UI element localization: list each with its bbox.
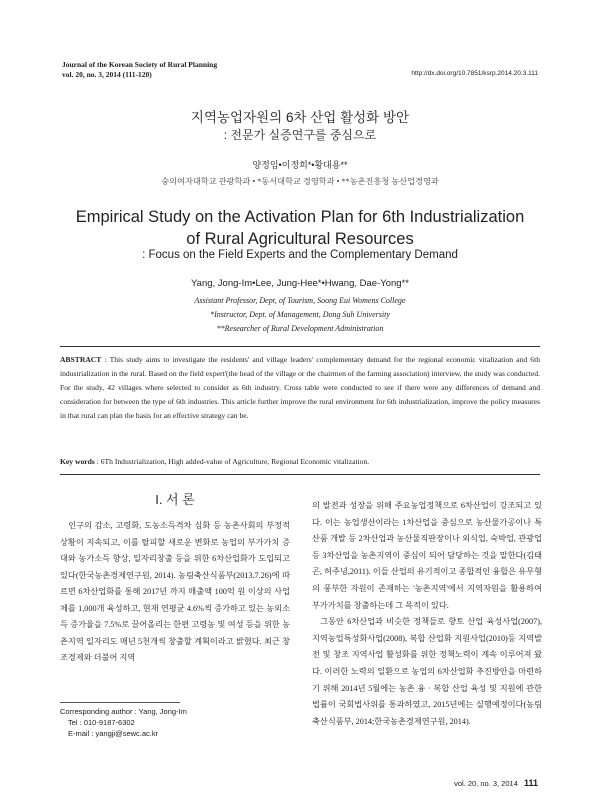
abstract-top-rule [60, 346, 540, 347]
affiliation-3: **Researcher of Rural Development Administration [216, 324, 384, 333]
korean-authors: 양정임•이정희*•황대용** [252, 160, 348, 170]
body-paragraph: 의 발전과 성장을 위해 주요농업정책으로 6차산업이 강조되고 있다. 이는 농업생산이라는 1차산업을 중심으로 농산물가공이나 특산품 개발 등 2차산업과 농산물직판장이나 외식업, 숙박업, 관광업 등 3차산업을 농촌지역이 중심이 되어 담당하는 것을 말한다(김태곤, 허주녕,2011). 이들 산업의 유기적이고 종합적인 융합은 유무형의 풍부한 자원이 존재하는 '농촌지역'에서 지역자원을 활용하여 부가가치를 창출하는데 그 목적이 있다. [312, 501, 542, 610]
keywords-label: Key words [60, 457, 95, 466]
left-column [60, 518, 290, 667]
english-title [0, 206, 600, 250]
abstract-bottom-rule [60, 474, 540, 475]
footnote [60, 706, 300, 739]
body-paragraph: 그동안 6차산업과 비슷한 정책들로 향토 산업 육성사업(2007), 지역농업특성화사업(2008), 복합 산업화 지원사업(2010)등 지역발전 및 창조 지역사업 활성화를 위한 정책노력이 계속 이루어져 왔다. 이러한 노력의 일환으로 농업의 6차산업화 추진방안을 마련하기 위해 2014년 5월에는 농촌 융 · 복합 산업 육성 및 지원에 관한 법률이 국회법사위를 통과하였고, 2015년에는 실행예정이다(농림축산식품부, 2014;한국농촌경제연구원, 2014). [312, 617, 542, 726]
abstract [60, 353, 540, 423]
right-column [312, 498, 542, 730]
english-title-line2: of Rural Agricultural Resources [186, 230, 414, 248]
footnote-tel: Tel : 010-9187-6302 [68, 718, 135, 727]
korean-title: 지역농업자원의 6차 산업 활성화 방안 [190, 110, 410, 125]
page-number: 111 [523, 778, 538, 788]
journal-volume: vol. 20, no. 3, 2014 (111-120) [62, 70, 152, 79]
abstract-text: : This study aims to investigate the residents' and village leaders' complementary demand for the regional economic vitalization and 6th industrialization in the rural. Based on the field expert'(the head of the village or the chairmen of the farming association) interview, the study was conducted. For the study, 42 villages where selected to consider as 6th industry. Cross table were conducted to see if there were any differences of demand and consideration for between the type of 6th industries. This article further improve the rural environment for 6th industrialization, improve the policy measures in that rural can plan the basis for an effective strategy can be. [60, 355, 540, 420]
footnote-email[interactable]: E-mail : yangji@sewc.ac.kr [68, 729, 159, 738]
footnote-rule [60, 702, 180, 703]
doi-link[interactable]: http://dx.doi.org/10.7851/ksrp.2014.20.3.111 [411, 70, 538, 77]
english-affiliations [0, 294, 600, 336]
english-authors: Yang, Jong-Im•Lee, Jung-Hee*•Hwang, Dae-Yong** [191, 278, 409, 289]
section-heading: I. 서 론 [155, 492, 195, 507]
english-title-line1: Empirical Study on the Activation Plan for 6th Industrialization [75, 208, 525, 226]
korean-affiliations: 숭의여자대학교 관광학과 • *동서대학교 경영학과 • **농촌진흥청 농산업경영과 [161, 177, 439, 186]
page-footer [454, 778, 538, 788]
footnote-author: Corresponding author : Yang, Jong-Im [60, 707, 187, 716]
footer-issue: vol. 20, no. 3, 2014 [454, 779, 518, 788]
korean-subtitle: : 전문가 실증연구를 중심으로 [223, 128, 377, 142]
body-paragraph: 인구의 감소, 고령화, 도농소득격차 심화 등 농촌사회의 부정적 상황이 지속되고, 이를 탈피할 새로운 변화로 농업의 부가가치 증대와 농가소득 향상, 일자리창출 등을 위한 6차산업화가 도입되고 있다(한국농촌경제연구원, 2014). 농림축산식품부(2013.7.26)에 따르면 6차산업화를 통해 2017년 까지 매출액 100억 원 이상의 사업체를 1,000개 육성하고, 현재 연평균 4.6%씩 증가하고 있는 농외소득 증가율을 7.5%로 끌어올리는 한편 고령농 및 여성 등을 위한 농촌지역 일자리도 매년 5천개씩 창출할 계획이라고 밝혔다. 최근 창조경제와 더불어 지역 [60, 521, 290, 662]
english-subtitle: : Focus on the Field Experts and the Complementary Demand [142, 249, 458, 261]
journal-info [62, 60, 217, 80]
affiliation-2: *Instructor, Dept. of Management, Dong Suh University [210, 310, 390, 319]
keywords-text: : 6Th Industrialization, High added-value of Agriculture, Regional Economic vitalization. [94, 457, 370, 466]
journal-name: Journal of the Korean Society of Rural Planning [62, 60, 218, 69]
abstract-label: ABSTRACT [60, 355, 102, 364]
keywords [60, 457, 540, 466]
affiliation-1: Assistant Professor, Dept, of Tourism, Soong Eui Womens College [194, 296, 406, 305]
